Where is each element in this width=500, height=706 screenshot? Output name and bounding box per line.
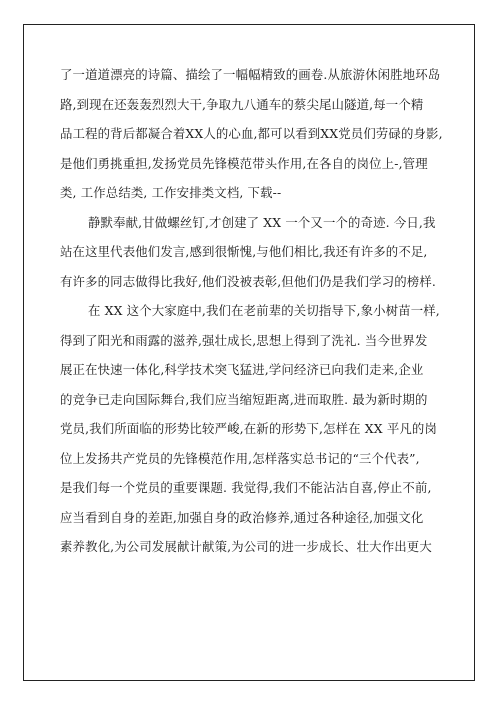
text-line: 路,到现在还轰轰烈烈大干,争取九八通车的蔡尖尾山隧道,每一个精	[60, 96, 424, 112]
text-line: 在 XX 这个大家庭中,我们在老前辈的关切指导下,象小树苗一样,	[88, 303, 440, 318]
text-line: 位上发扬共产党员的先锋模范作用,怎样落实总书记的“三个代表”,	[60, 450, 420, 466]
paragraph-3	[60, 296, 445, 562]
text-line: 应当看到自身的差距,加强自身的政治修养,通过各种途径,加强文化	[60, 509, 424, 525]
text-line: 素养教化,为公司发展献计献策,为公司的进一步成长、壮大作出更大	[60, 539, 432, 554]
paragraph-2	[60, 208, 445, 297]
paragraph-1	[60, 60, 445, 208]
text-line: 的竞争已走向国际舞台,我们应当缩短距离,进而取胜. 最为新时期的	[60, 391, 428, 407]
text-line: 了一道道漂亮的诗篇、描绘了一幅幅精致的画卷.从旅游休闲胜地环岛	[60, 67, 441, 82]
text-line: 是我们每一个党员的重要课题. 我觉得,我们不能沾沾自喜,停止不前,	[60, 480, 432, 495]
text-line: 品工程的背后都凝合着XX人的心血,都可以看到XX党员们劳碌的身影,	[60, 126, 443, 141]
text-line: 党员,我们所面临的形势比较严峻,在新的形势下,怎样在 XX 平凡的岗	[60, 421, 437, 436]
text-line: 类, 工作总结类, 工作安排类文档, 下载--	[60, 185, 282, 200]
text-line: 站在这里代表他们发言,感到很惭愧,与他们相比,我还有许多的不足,	[60, 244, 428, 259]
text-line: 是他们勇挑重担,发扬党员先锋模范带头作用,在各自的岗位上-,管理	[60, 155, 428, 171]
document-body	[60, 60, 445, 562]
text-line: 有许多的同志做得比我好,他们没被表彰,但他们仍是我们学习的榜样.	[60, 273, 436, 289]
text-line: 得到了阳光和雨露的滋养,强壮成长,思想上得到了洗礼. 当今世界发	[60, 332, 428, 348]
text-line: 展正在快速一体化,科学技术突飞猛进,学问经济已向我们走来,企业	[60, 362, 424, 377]
text-line: 静默奉献,甘做螺丝钉,才创建了 XX 一个又一个的奇迹. 今日,我	[88, 214, 436, 230]
